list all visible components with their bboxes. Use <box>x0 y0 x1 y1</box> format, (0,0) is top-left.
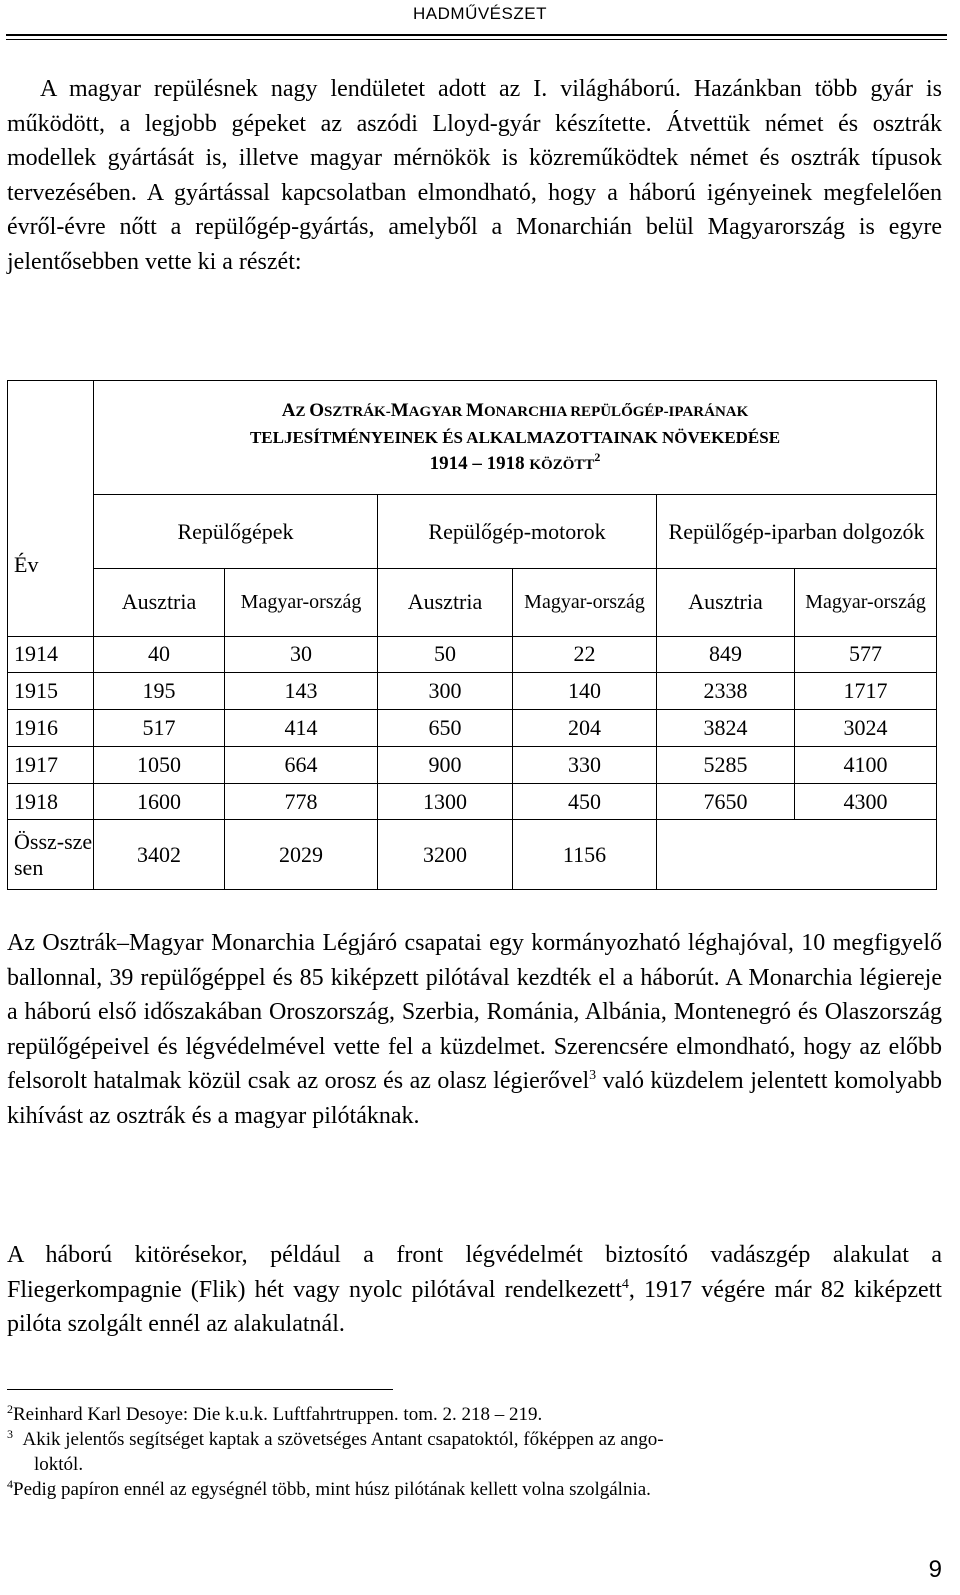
cell: 650 <box>378 710 513 747</box>
cell: 7650 <box>657 783 795 820</box>
body-paragraph-3: A háború kitörésekor, például a front légvédelmét biztosító vadászgép alakulat a Fliegerkompagnie (Flik) hét vagy nyolc pilótával rendelkezett$^4$, 1917 végére már 82 kiképzett pilóta szolgált ennél az alakulatnál. <box>7 1242 942 1337</box>
footnote-ref-3: 3 <box>589 1068 597 1083</box>
footnote-separator <box>7 1389 393 1390</box>
total-label: Össz-szesen <box>8 820 94 890</box>
table-caption <box>94 381 937 495</box>
cell: 1600 <box>94 783 225 820</box>
group-header-aircraft: Repülőgépek <box>94 495 378 569</box>
page-header <box>0 0 960 40</box>
cell: 778 <box>225 783 378 820</box>
cell: 1300 <box>378 783 513 820</box>
footnote-3: $^3$ Akik jelentős segítséget kaptak a szövetséges Antant csapatoktól, főképpen az ango- loktól. <box>7 1427 664 1475</box>
cell: 22 <box>513 636 657 673</box>
cell: 1050 <box>94 746 225 783</box>
cell: 50 <box>378 636 513 673</box>
cell: 3024 <box>795 710 937 747</box>
sub-header-hungary: Magyar-ország <box>225 569 378 636</box>
cell: 30 <box>225 636 378 673</box>
cell: 849 <box>657 636 795 673</box>
cell: 414 <box>225 710 378 747</box>
cell: 450 <box>513 783 657 820</box>
body-paragraph-2: Az Osztrák–Magyar Monarchia Légjáró csapatai egy kormányozható léghajóval, 10 megfigyelő ballonnal, 39 repülőgéppel és 85 kiképzett pilótával kezdték el a háborút. A Monarchia légiereje a háború első időszakában Oroszország, Szerbia, Románia, Albánia, Montenegró és Olaszország repülőgépeivel és légvédelmével vette fel a küzdelmet. Szerencsére elmondható, hogy az előbb felsorolt hatalmak közül csak az orosz és az olasz légierővel$^3$ való küzdelem jelentett komolyabb kihívást az osztrák és a magyar pilótáknak. <box>7 930 942 1129</box>
cell: 204 <box>513 710 657 747</box>
page-number: 9 <box>928 1556 942 1583</box>
sub-header-hungary: Magyar-ország <box>795 569 937 636</box>
cell: 143 <box>225 673 378 710</box>
caption-line-1: AZ OSZTRÁK-MAGYAR MONARCHIA REPÜLŐGÉP-IPARÁNAK <box>281 399 749 421</box>
table-row <box>8 783 937 820</box>
cell: 140 <box>513 673 657 710</box>
table-row <box>8 710 937 747</box>
total-cell: 2029 <box>225 820 378 890</box>
footnote-4: $^4$Pedig papíron ennél az egységnél több, mint húsz pilótának kellett volna szolgálnia. <box>7 1477 651 1500</box>
cell: 664 <box>225 746 378 783</box>
table-row <box>8 636 937 673</box>
sub-header-hungary: Magyar-ország <box>513 569 657 636</box>
sub-header-austria: Ausztria <box>657 569 795 636</box>
row-year: 1914 <box>8 636 94 673</box>
table-total-row <box>8 820 937 890</box>
cell: 1717 <box>795 673 937 710</box>
cell: 195 <box>94 673 225 710</box>
header-rule-thin <box>6 39 947 40</box>
table-row <box>8 673 937 710</box>
cell: 4300 <box>795 783 937 820</box>
caption-line-2: TELJESÍTMÉNYEINEK ÉS ALKALMAZOTTAINAK NÖVEKEDÉSE <box>249 427 781 447</box>
footnote-ref-4: 4 <box>621 1276 629 1292</box>
caption-line-3: 1914 – 1918 KÖZÖTT$^2$ <box>429 449 601 474</box>
row-year: 1918 <box>8 783 94 820</box>
group-header-workers: Repülőgép-iparban dolgozók <box>657 495 937 569</box>
cell: 2338 <box>657 673 795 710</box>
cell: 5285 <box>657 746 795 783</box>
col-header-year: Év <box>8 495 94 636</box>
sub-header-austria: Ausztria <box>94 569 225 636</box>
row-year: 1916 <box>8 710 94 747</box>
total-cell: 3200 <box>378 820 513 890</box>
group-header-engines: Repülőgép-motorok <box>378 495 657 569</box>
cell: 330 <box>513 746 657 783</box>
row-year: 1917 <box>8 746 94 783</box>
footnotes <box>7 1402 942 1502</box>
cell: 517 <box>94 710 225 747</box>
running-head: HADMŰVÉSZET <box>413 4 547 23</box>
total-cell: 1156 <box>513 820 657 890</box>
total-cell: 3402 <box>94 820 225 890</box>
cell: 300 <box>378 673 513 710</box>
total-empty <box>657 820 937 890</box>
table-corner <box>8 381 94 495</box>
aircraft-industry-table <box>7 380 937 890</box>
footnote-2: $^2$Reinhard Karl Desoye: Die k.u.k. Luftfahrtruppen. tom. 2. 218 – 219. <box>7 1402 543 1425</box>
cell: 900 <box>378 746 513 783</box>
header-rule-thick <box>6 34 947 36</box>
sub-header-austria: Ausztria <box>378 569 513 636</box>
intro-paragraph: A magyar repülésnek nagy lendületet adott az I. világháború. Hazánkban több gyár is működött, a legjobb gépeket az aszódi Lloyd-gyár készítette. Átvettük német és osztrák modellek gyártását is, illetve magyar mérnökök is közreműködtek német és osztrák típusok tervezésében. A gyártással kapcsolatban elmondható, hogy a háború igényeinek megfelelően évről-évre nőtt a repülőgép-gyártás, amelyből a Monarchián belül Magyarország is egyre jelentősebben vette ki a részét: <box>7 76 942 275</box>
cell: 3824 <box>657 710 795 747</box>
cell: 4100 <box>795 746 937 783</box>
cell: 40 <box>94 636 225 673</box>
table-row <box>8 746 937 783</box>
cell: 577 <box>795 636 937 673</box>
row-year: 1915 <box>8 673 94 710</box>
